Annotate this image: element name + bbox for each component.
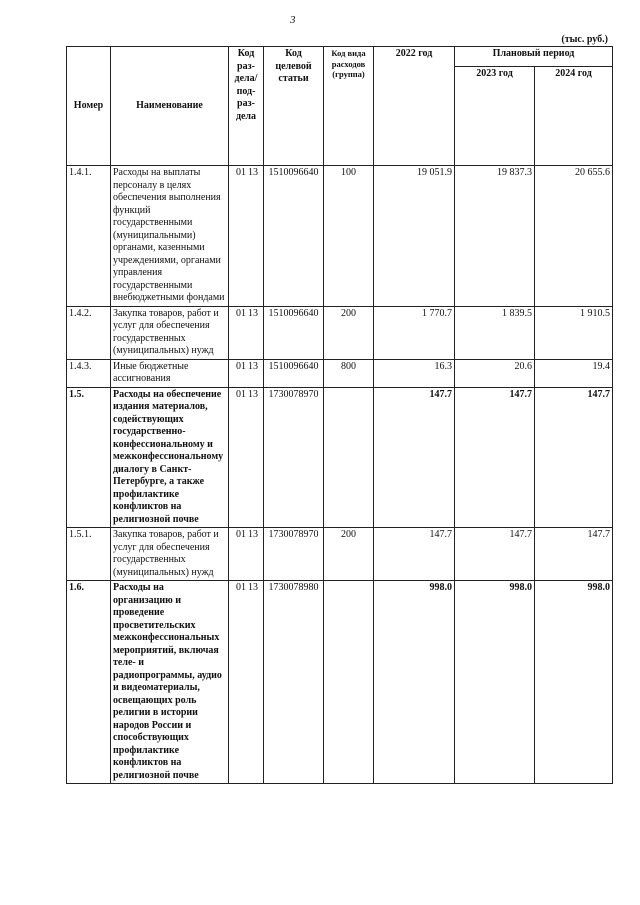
- row-section-code: 01: [236, 388, 246, 400]
- row-section-code: 01: [236, 582, 246, 593]
- row-section-code: 01: [236, 529, 246, 540]
- row-section: [229, 166, 264, 307]
- header-name: Наименование: [111, 47, 229, 166]
- row-name: Расходы на обеспечение издания материалов, содействующих государственно-конфессиональному и межконфессиональному диалогу в Санкт-Петербурге, а также профилактике конфликтов на религиозной почве: [111, 387, 229, 528]
- row-name: Иные бюджетные ассигнования: [111, 359, 229, 387]
- row-value-2023: 998.0: [455, 581, 535, 784]
- row-target: 1730078970: [264, 528, 324, 581]
- row-section-code: 01: [236, 167, 246, 178]
- table-row: [67, 581, 613, 784]
- row-name: Закупка товаров, работ и услуг для обеспечения государственных (муниципальных) нужд: [111, 528, 229, 581]
- row-value-2023: 19 837.3: [455, 166, 535, 307]
- page-number: 3: [290, 14, 296, 26]
- units-note: (тыс. руб.): [561, 34, 608, 45]
- row-type: [324, 581, 374, 784]
- row-target: 1510096640: [264, 359, 324, 387]
- row-value-2024: 147.7: [535, 387, 613, 528]
- row-subsection-code: 13: [248, 529, 258, 540]
- row-value-2024: 998.0: [535, 581, 613, 784]
- table-body: [67, 166, 613, 784]
- header-target: Код целевой статьи: [264, 47, 324, 166]
- row-number: 1.6.: [67, 581, 111, 784]
- row-value-2022: 1 770.7: [374, 306, 455, 359]
- row-number: 1.5.: [67, 387, 111, 528]
- row-value-2023: 20.6: [455, 359, 535, 387]
- table-row: [67, 306, 613, 359]
- row-name: Расходы на выплаты персоналу в целях обеспечения выполнения функций государственными (муниципальными) органами, казенными учреждениями, органами управления государственными внебюджетными фондами: [111, 166, 229, 307]
- row-value-2022: 998.0: [374, 581, 455, 784]
- header-planned: Плановый период: [455, 47, 613, 67]
- row-section: [229, 581, 264, 784]
- row-section: [229, 528, 264, 581]
- row-type: [324, 387, 374, 528]
- header-2022: 2022 год: [374, 47, 455, 166]
- header-2024: 2024 год: [535, 67, 613, 166]
- row-value-2022: 19 051.9: [374, 166, 455, 307]
- row-target: 1730078980: [264, 581, 324, 784]
- row-subsection-code: 13: [248, 307, 258, 319]
- row-type: 100: [324, 166, 374, 307]
- row-target: 1730078970: [264, 387, 324, 528]
- row-number: 1.4.1.: [67, 166, 111, 307]
- row-section: [229, 387, 264, 528]
- row-value-2022: 147.7: [374, 528, 455, 581]
- header-type: Код вида расходов (группа): [324, 47, 374, 166]
- row-value-2024: 19.4: [535, 359, 613, 387]
- table-row: [67, 166, 613, 307]
- row-value-2023: 147.7: [455, 528, 535, 581]
- row-subsection-code: 13: [248, 360, 258, 372]
- table-row: [67, 528, 613, 581]
- header-2023: 2023 год: [455, 67, 535, 166]
- row-name: Закупка товаров, работ и услуг для обеспечения государственных (муниципальных) нужд: [111, 306, 229, 359]
- table-row: [67, 359, 613, 387]
- row-subsection-code: 13: [248, 388, 258, 400]
- row-value-2022: 16.3: [374, 359, 455, 387]
- row-subsection-code: 13: [248, 582, 258, 593]
- row-type: 800: [324, 359, 374, 387]
- row-number: 1.4.3.: [67, 359, 111, 387]
- row-value-2024: 147.7: [535, 528, 613, 581]
- row-type: 200: [324, 306, 374, 359]
- row-section: [229, 306, 264, 359]
- row-name: Расходы на организацию и проведение просветительских межконфессиональных мероприятий, включая теле- и радиопрограммы, аудио и видеоматериалы, освещающих роль религии в истории народов России и способствующих профилактике конфликтов на религиозной почве: [111, 581, 229, 784]
- row-number: 1.4.2.: [67, 306, 111, 359]
- header-section: Код раз-дела/ под-раз-дела: [229, 47, 264, 166]
- row-target: 1510096640: [264, 306, 324, 359]
- row-number: 1.5.1.: [67, 528, 111, 581]
- row-value-2022: 147.7: [374, 387, 455, 528]
- row-section: [229, 359, 264, 387]
- row-type: 200: [324, 528, 374, 581]
- row-value-2024: 20 655.6: [535, 166, 613, 307]
- row-section-code: 01: [236, 360, 246, 372]
- header-number: Номер: [67, 47, 111, 166]
- row-value-2024: 1 910.5: [535, 306, 613, 359]
- row-value-2023: 147.7: [455, 387, 535, 528]
- row-value-2023: 1 839.5: [455, 306, 535, 359]
- row-target: 1510096640: [264, 166, 324, 307]
- budget-table: [66, 46, 613, 784]
- row-subsection-code: 13: [248, 167, 258, 178]
- table-row: [67, 387, 613, 528]
- row-section-code: 01: [236, 307, 246, 319]
